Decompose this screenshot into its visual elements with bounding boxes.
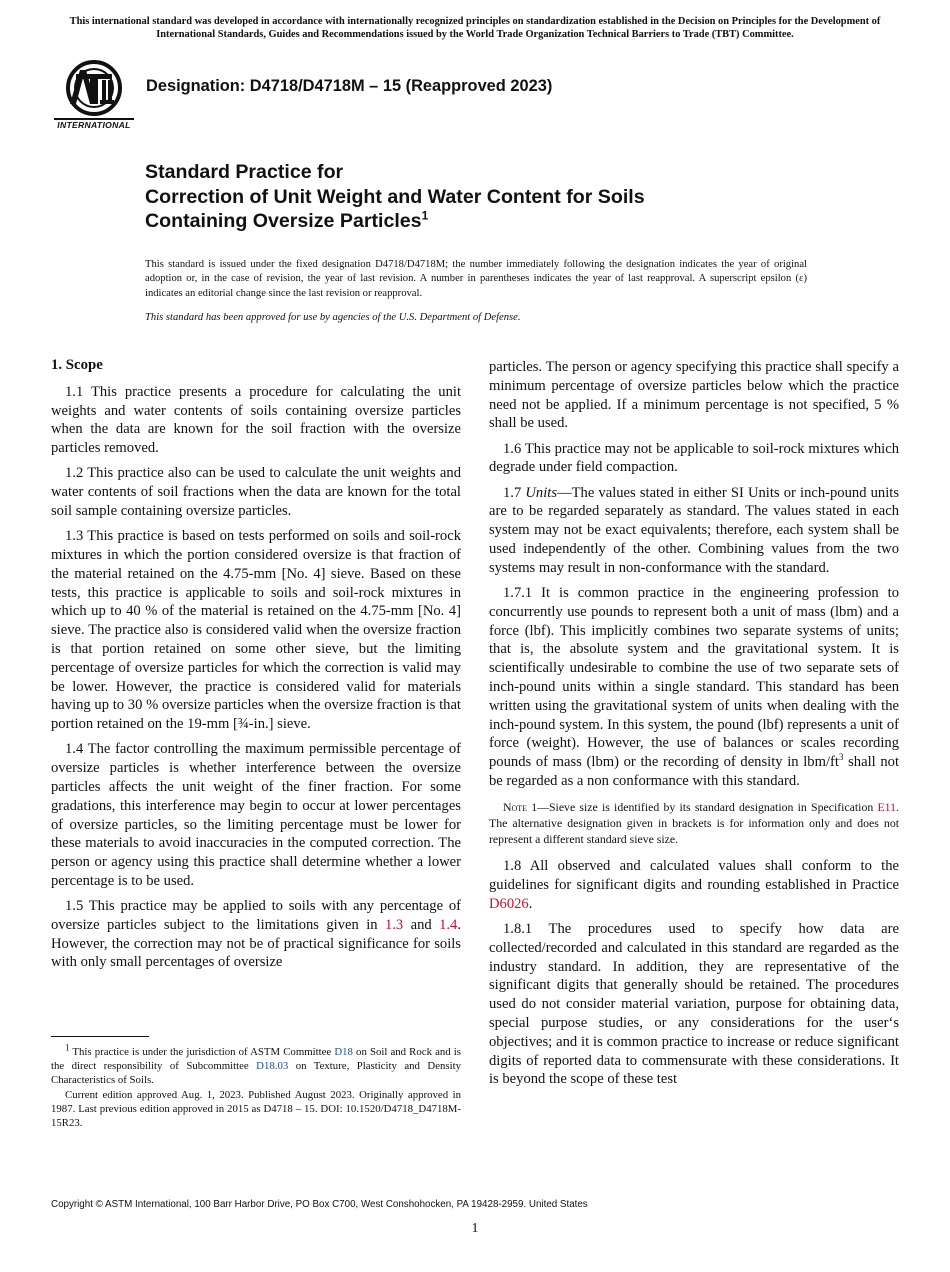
designation: Designation: D4718/D4718M – 15 (Reapproved 2023) xyxy=(146,77,553,95)
title-line-3 xyxy=(145,209,645,234)
note-label: Note 1 xyxy=(503,799,538,814)
paragraph-1-8 xyxy=(489,857,899,913)
link-section-1-4[interactable]: 1.4 xyxy=(439,916,458,933)
page-number: 1 xyxy=(471,1221,479,1236)
paragraph-1-5-and: and xyxy=(403,916,440,933)
paragraph-1-8-1: 1.8.1 The procedures used to specify how data are collected/recorded and calculated in this standard are regarded as the industry standard. In addition, they are representative of the significant digits that generally should be retained. The procedures used do not consider material variation, purpose for obtaining data, special purpose studies, or any considerations for the user‘s objectives; and it is common practice to increase or reduce significant digits of reported data to commensurate with these considerations. It is beyond the scope of these test xyxy=(489,921,899,1088)
dod-notice: This standard has been approved for use by agencies of the U.S. Department of Defense. xyxy=(145,312,521,323)
paragraph-1-6: 1.6 This practice may not be applicable to soil-rock mixtures which degrade under field compaction. xyxy=(489,440,899,476)
footnote-divider xyxy=(51,1036,149,1037)
tbt-notice: This international standard was developed in accordance with internationally recognized principles on standardization established in the Decision on Principles for the Development of International Standards, Guides and Recommendations issued by the World Trade Organization Technical Barriers to Trade (TBT) Committee. xyxy=(69,16,881,40)
left-column xyxy=(51,356,461,979)
title-line-3-text: Containing Oversize Particles xyxy=(145,210,422,232)
footnote-edition: Current edition approved Aug. 1, 2023. Published August 2023. Originally approved in 1987. Last previous edition approved in 2015 as D4718 – 15. DOI: 10.1520/D4718_D4718M-15R23. xyxy=(51,1088,461,1130)
footnote-text-3: on Texture, Plasticity and Density Characteristics of Soils. xyxy=(51,1060,461,1087)
paragraph-1-7-1-end: shall not be regarded as a non conformance with this standard. xyxy=(489,754,900,789)
logo-wordmark: INTERNATIONAL xyxy=(57,120,131,130)
link-d6026[interactable]: D6026 xyxy=(489,895,529,912)
standard-title xyxy=(145,160,645,234)
paragraph-1-1: 1.1 This practice presents a procedure for calculating the unit weights and water contents of soils containing oversize particles when the data are known for the soil fraction with the oversize particles removed. xyxy=(51,383,461,457)
paragraph-1-7-1-text: 1.7.1 It is common practice in the engineering profession to concurrently use pounds to represent both a unit of mass (lbm) and a force (lbf). This implicitly combines two separate systems of units; that is, the absolute system and the gravitational system. It is scientifically undesirable to combine the use of two separate sets of inch-pound units within a single standard. This standard has been written using the gravitational system of units when dealing with the inch-pound system. In this system, the pound (lbf) represents a unit of force (weight). However, the use of balances or scales recording pounds of mass (lbm) or the recording of density in lbm/ft xyxy=(489,584,899,771)
title-footnote-mark[interactable]: 1 xyxy=(421,208,429,223)
note-text-end: . The alternative designation given in brackets is for information only and does not represent a different standard sieve size. xyxy=(489,799,899,847)
link-d18-03[interactable]: D18.03 xyxy=(256,1060,289,1073)
paragraph-1-5-text: 1.5 This practice may be applied to soils with any percentage of oversize particles subject to the limitations given in xyxy=(51,898,461,933)
issued-notice: This standard is issued under the fixed designation D4718/D4718M; the number immediately following the designation indicates the year of original adoption or, in the case of revision, the year of last revision. A number in parentheses indicates the year of last reapproval. A superscript epsilon (ε) indicates an editorial change since the last revision or reapproval. xyxy=(145,259,807,299)
paragraph-1-5-end: . However, the correction may not be of practical significance for soils with only small percentages of oversize xyxy=(51,916,461,971)
copyright: Copyright © ASTM International, 100 Barr Harbor Drive, PO Box C700, West Conshohocken, PA 19428-2959. United States xyxy=(51,1199,588,1210)
footnote-text: This practice is under the jurisdiction of ASTM Committee xyxy=(69,1046,335,1058)
link-section-1-3[interactable]: 1.3 xyxy=(384,916,404,933)
cubic-superscript: 3 xyxy=(838,752,844,763)
paragraph-1-7-text: —The values stated in either SI Units or inch-pound units are to be regarded separately as standard. The values stated in each system may not be exact equivalents; therefore, each system shall be used independently of the other. Combining values from the two systems may result in non-conformance with the standard. xyxy=(489,484,900,576)
title-line-2: Correction of Unit Weight and Water Content for Soils xyxy=(145,185,645,208)
paragraph-1-4: 1.4 The factor controlling the maximum permissible percentage of oversize particles is whether interference between the oversize particles affects the unit weight of the finer fraction. For some gradations, this interference may begin to occur at lower percentages of oversize particles, so the limiting percentage must be lower for these materials to avoid inaccuracies in the computed correction. The person or agency using this practice shall determine whether a lower percentage is to be used. xyxy=(51,741,461,889)
paragraph-1-8-text: 1.8 All observed and calculated values shall conform to the guidelines for significant digits and rounding established in Practice xyxy=(489,858,899,894)
astm-logo xyxy=(52,56,136,132)
scope-heading: 1. Scope xyxy=(51,357,103,373)
right-column xyxy=(489,358,899,1096)
paragraph-1-7-1 xyxy=(489,584,899,791)
footnote-1 xyxy=(51,1042,461,1130)
link-d18[interactable]: D18 xyxy=(334,1046,353,1058)
paragraph-1-7-number: 1.7 xyxy=(503,484,526,501)
paragraph-1-7-units: Units xyxy=(525,484,558,501)
paragraph-1-8-end: . xyxy=(528,895,533,912)
paragraph-1-5-continued: particles. The person or agency specifying this practice shall specify a minimum percentage of oversize particles below which the practice need not be applied. If a minimum percentage is not specified, 5 % shall be used. xyxy=(489,359,899,432)
paragraph-1-7 xyxy=(489,484,899,578)
footnote-jurisdiction xyxy=(51,1042,461,1088)
title-line-1: Standard Practice for xyxy=(145,161,344,183)
footnote-text-2: on Soil and Rock and is the direct responsibility of Subcommittee xyxy=(51,1046,461,1073)
note-text: —Sieve size is identified by its standard designation in Specification xyxy=(537,799,878,814)
footnote-mark: 1 xyxy=(65,1042,70,1053)
paragraph-1-5 xyxy=(51,897,461,972)
note-1 xyxy=(489,799,899,848)
paragraph-1-2: 1.2 This practice also can be used to calculate the unit weights and water contents of soil fractions when the data are known for the total soil sample containing oversize particles. xyxy=(51,465,461,519)
paragraph-1-3: 1.3 This practice is based on tests performed on soils and soil-rock mixtures in which the portion considered oversize is that fraction of the material retained on the 4.75-mm [No. 4] sieve. Based on these tests, this practice is applicable to soils and soil-rock mixtures in which up to 40 % of the material is retained on the 4.75-mm [No. 4] sieve. The practice also is considered valid when the oversize fraction is that portion retained on some other sieve, but the limiting percentage of oversize particles for which the correction is valid may be lower. However, the practice is considered valid for materials having up to 30 % oversize particles when the oversize fraction is that portion retained on the 19-mm [¾-in.] sieve. xyxy=(51,528,461,733)
link-e11[interactable]: E11 xyxy=(877,799,897,814)
